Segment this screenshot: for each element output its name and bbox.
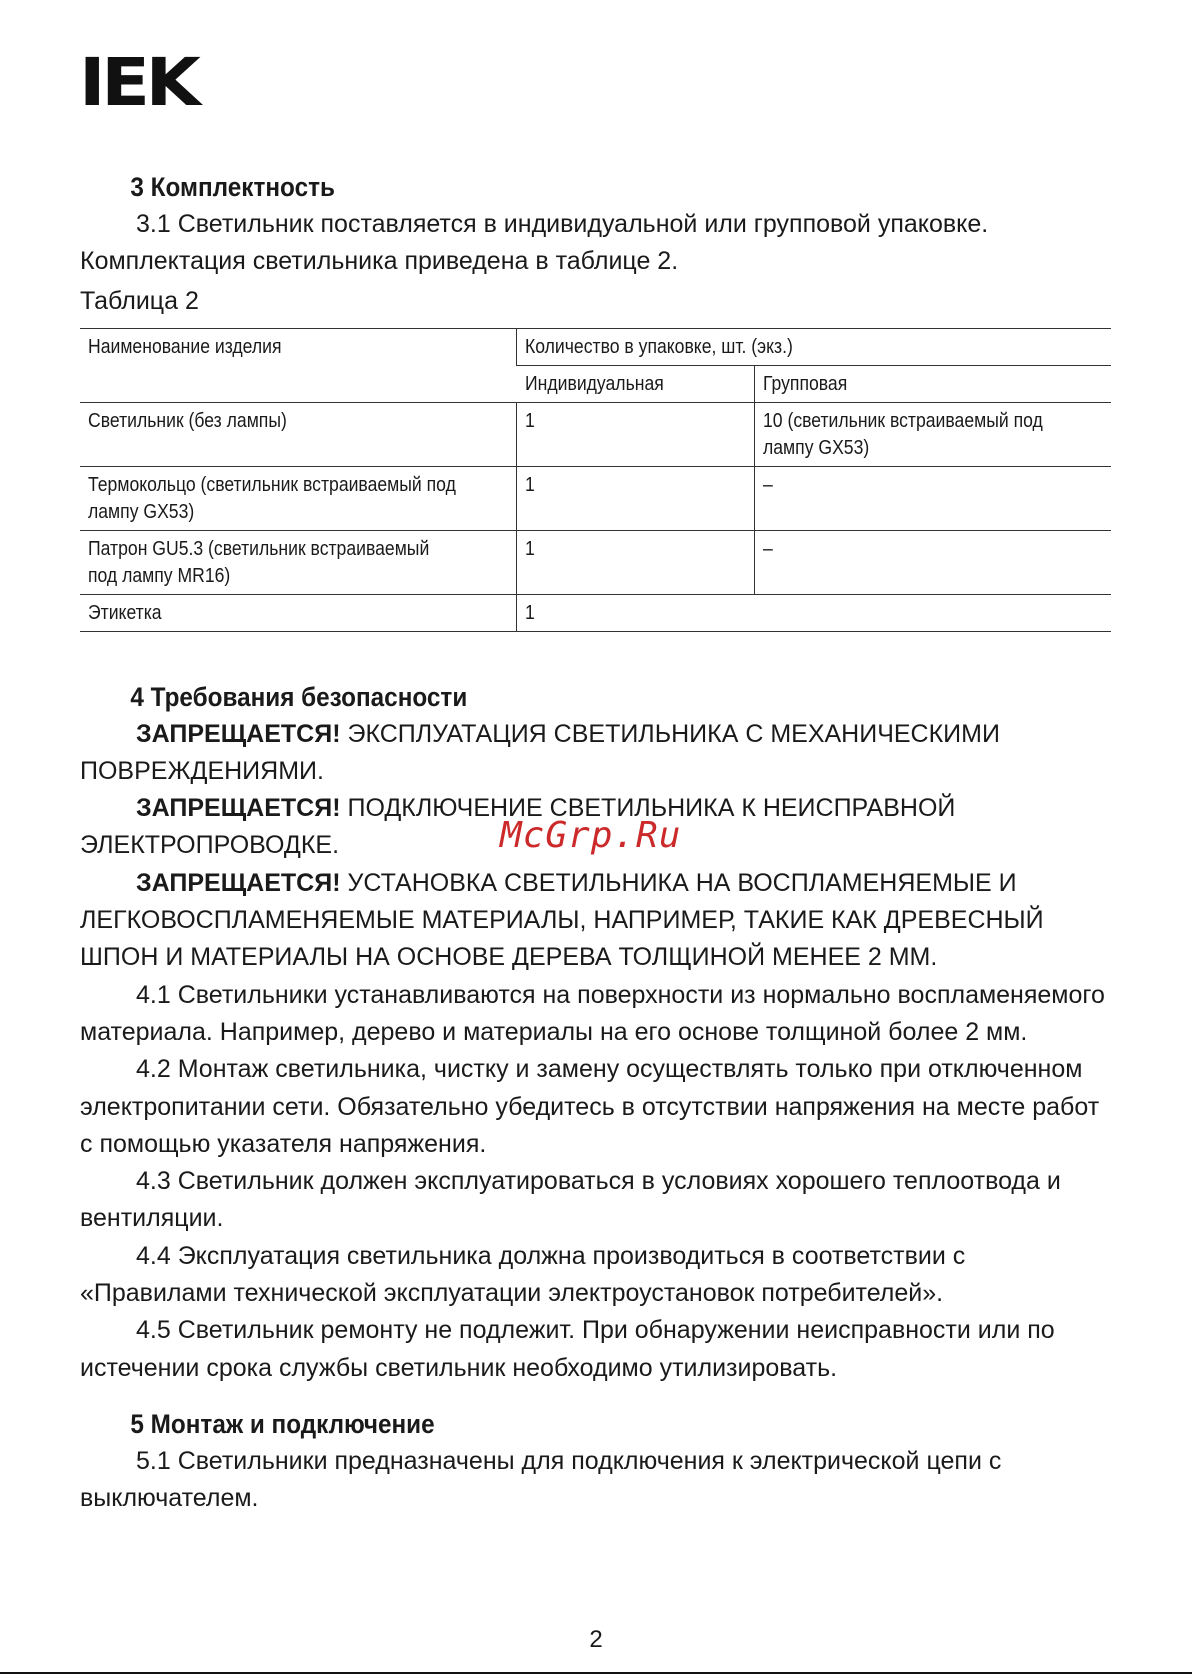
iek-logo: IEK [79, 44, 197, 121]
cell-group: – [755, 466, 1112, 530]
header-name: Наименование изделия [80, 328, 517, 402]
table-row [80, 530, 1111, 594]
table-row [80, 594, 1111, 631]
cell-name: Светильник (без лампы) [80, 402, 517, 466]
header-group: Групповая [755, 365, 1112, 402]
section-4-heading: 4 Требования безопасности [130, 681, 468, 712]
cell-individual: 1 [517, 402, 755, 466]
section-5-heading: 5 Монтаж и подключение [130, 1408, 435, 1439]
section-4-paragraph: 4.4 Эксплуатация светильника должна производиться в соответствии с «Правилами технической эксплуатации электроустановок потребителей». [80, 1241, 966, 1308]
cell-individual: 1 [517, 530, 755, 594]
section-4-paragraph: 4.3 Светильник должен эксплуатироваться в условиях хорошего теплоотвода и вентиляции. [80, 1167, 1061, 1233]
cell-group: 10 (светильник встраиваемый под лампу GX53) [755, 402, 1112, 466]
cell-group: – [755, 530, 1112, 594]
warning-label: ЗАПРЕЩАЕТСЯ! [136, 868, 341, 897]
header-quantity: Количество в упаковке, шт. (экз.) [517, 328, 1112, 365]
bottom-rule [0, 1672, 1192, 1674]
table-row [80, 466, 1111, 530]
warning-3: ЗАПРЕЩАЕТСЯ! УСТАНОВКА СВЕТИЛЬНИКА НА ВОСПЛАМЕНЯЕМЫЕ И ЛЕГКОВОСПЛАМЕНЯЕМЫЕ МАТЕРИАЛЫ, НАПРИМЕР, ТАКИЕ КАК ДРЕВЕСНЫЙ ШПОН И МАТЕРИАЛЫ НА ОСНОВЕ ДЕРЕВА ТОЛЩИНОЙ МЕНЕЕ 2 ММ. [80, 868, 1044, 972]
cell-name: Термокольцо (светильник встраиваемый под лампу GX53) [80, 466, 517, 530]
cell-name: Патрон GU5.3 (светильник встраиваемый под лампу MR16) [80, 530, 517, 594]
header-individual: Индивидуальная [517, 365, 755, 402]
watermark: McGrp.Ru [500, 815, 682, 856]
table-header-row [80, 328, 1111, 365]
warning-1: ЗАПРЕЩАЕТСЯ! ЭКСПЛУАТАЦИЯ СВЕТИЛЬНИКА С МЕХАНИЧЕСКИМИ ПОВРЕЖДЕНИЯМИ. [80, 719, 1000, 785]
section-4-paragraph: 4.5 Светильник ремонту не подлежит. При обнаружении неисправности или по истечении срока службы светильник необходимо утилизировать. [80, 1316, 1055, 1382]
table-row [80, 402, 1111, 466]
table-caption: Таблица 2 [80, 286, 199, 315]
page-number: 2 [589, 1626, 603, 1653]
section-5-paragraph: 5.1 Светильники предназначены для подключения к электрической цепи с выключателем. [80, 1446, 1002, 1513]
section-4-paragraph: 4.1 Светильники устанавливаются на поверхности из нормально воспламеняемого материала. Например, дерево и материалы на его основе толщиной более 2 мм. [80, 980, 1105, 1046]
section-3-paragraph: 3.1 Светильник поставляется в индивидуальной или групповой упаковке. Комплектация светильника приведена в таблице 2. [80, 210, 989, 276]
section-4-paragraph: 4.2 Монтаж светильника, чистку и замену осуществлять только при отключенном электропитании сети. Обязательно убедитесь в отсутствии напряжения на месте работ с помощью указателя напряжения. [80, 1055, 1100, 1158]
warning-2: ЗАПРЕЩАЕТСЯ! ПОДКЛЮЧЕНИЕ СВЕТИЛЬНИКА К НЕИСПРАВНОЙ ЭЛЕКТРОПРОВОДКЕ. [80, 794, 956, 860]
warning-label: ЗАПРЕЩАЕТСЯ! [136, 719, 341, 748]
section-3-heading: 3 Комплектность [130, 172, 335, 202]
kit-table [80, 328, 1111, 632]
cell-individual: 1 [517, 466, 755, 530]
cell-name: Этикетка [80, 594, 517, 631]
cell-individual: 1 [517, 594, 1112, 631]
warning-label: ЗАПРЕЩАЕТСЯ! [136, 794, 341, 823]
